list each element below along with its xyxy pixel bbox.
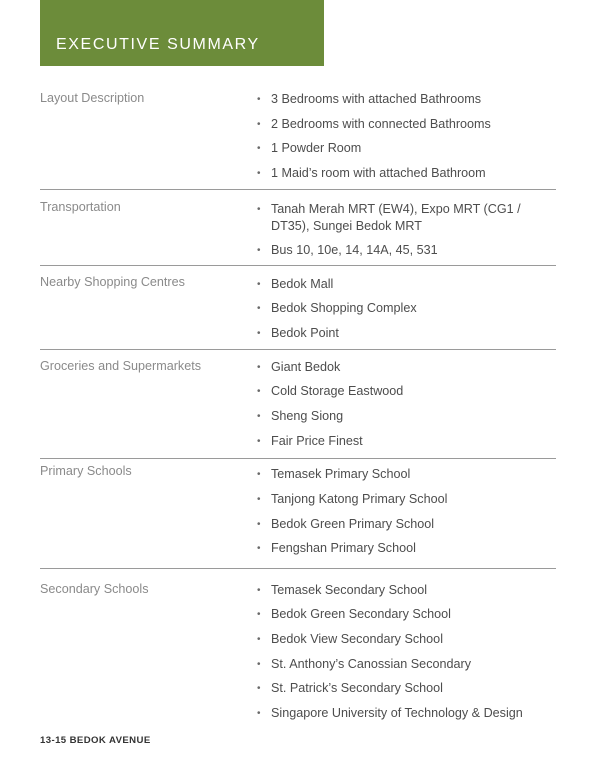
section-divider (40, 568, 556, 569)
footer-address: 13-15 BEDOK AVENUE (40, 735, 151, 746)
list-item: • Tanjong Katong Primary School (257, 492, 448, 506)
bullet-icon: • (257, 708, 261, 719)
bullet-icon: • (257, 279, 261, 290)
bullet-icon: • (257, 543, 261, 554)
list-item: • 3 Bedrooms with attached Bathrooms (257, 92, 482, 106)
bullet-icon: • (257, 436, 261, 447)
bullet-icon: • (257, 303, 261, 314)
list-item: • Fair Price Finest (257, 434, 363, 448)
bullet-icon: • (257, 659, 261, 670)
section-divider (40, 265, 556, 266)
list-item: • Bedok Point (257, 326, 339, 340)
section-label-secondary-schools: Secondary Schools (40, 582, 149, 596)
bullet-icon: • (257, 585, 261, 596)
bullet-icon: • (257, 362, 261, 373)
section-label-primary-schools: Primary Schools (40, 464, 132, 478)
bullet-icon: • (257, 245, 261, 256)
section-label-layout-description: Layout Description (40, 91, 145, 105)
bullet-icon: • (257, 386, 261, 397)
bullet-icon: • (257, 469, 261, 480)
list-item: • Giant Bedok (257, 360, 341, 374)
bullet-icon: • (257, 204, 261, 215)
list-item: • Bedok Green Primary School (257, 517, 435, 531)
bullet-icon: • (257, 494, 261, 505)
bullet-icon: • (257, 143, 261, 154)
section-divider (40, 349, 556, 350)
bullet-icon: • (257, 119, 261, 130)
list-item: • Bedok Green Secondary School (257, 607, 451, 621)
list-item: • Temasek Secondary School (257, 583, 428, 597)
section-label-groceries: Groceries and Supermarkets (40, 359, 201, 373)
list-item: • St. Patrick’s Secondary School (257, 681, 443, 695)
bullet-icon: • (257, 519, 261, 530)
list-item: • Bedok Shopping Complex (257, 301, 417, 315)
bullet-icon: • (257, 411, 261, 422)
bullet-icon: • (257, 328, 261, 339)
bullet-icon: • (257, 683, 261, 694)
section-divider (40, 458, 556, 459)
list-item: • Bedok Mall (257, 277, 334, 291)
bullet-icon: • (257, 94, 261, 105)
list-item: • 1 Maid’s room with attached Bathroom (257, 166, 486, 180)
list-item: • 1 Powder Room (257, 141, 362, 155)
list-item: • Bedok View Secondary School (257, 632, 443, 646)
list-item: • Tanah Merah MRT (EW4), Expo MRT (CG1 / DT35), Sungei Bedok MRT (257, 202, 521, 233)
section-label-shopping: Nearby Shopping Centres (40, 275, 185, 289)
list-item: • St. Anthony’s Canossian Secondary (257, 657, 471, 671)
section-label-transportation: Transportation (40, 200, 121, 214)
list-item: • Temasek Primary School (257, 467, 411, 481)
bullet-icon: • (257, 634, 261, 645)
list-item: • Sheng Siong (257, 409, 344, 423)
list-item: • Bus 10, 10e, 14, 14A, 45, 531 (257, 243, 438, 257)
bullet-icon: • (257, 168, 261, 179)
list-item: • Cold Storage Eastwood (257, 384, 404, 398)
list-item: • Singapore University of Technology & Design (257, 706, 523, 720)
section-divider (40, 189, 556, 190)
list-item: • Fengshan Primary School (257, 541, 416, 555)
list-item: • 2 Bedrooms with connected Bathrooms (257, 117, 491, 131)
bullet-icon: • (257, 609, 261, 620)
header-banner (40, 0, 324, 66)
page-title: EXECUTIVE SUMMARY (56, 36, 260, 53)
